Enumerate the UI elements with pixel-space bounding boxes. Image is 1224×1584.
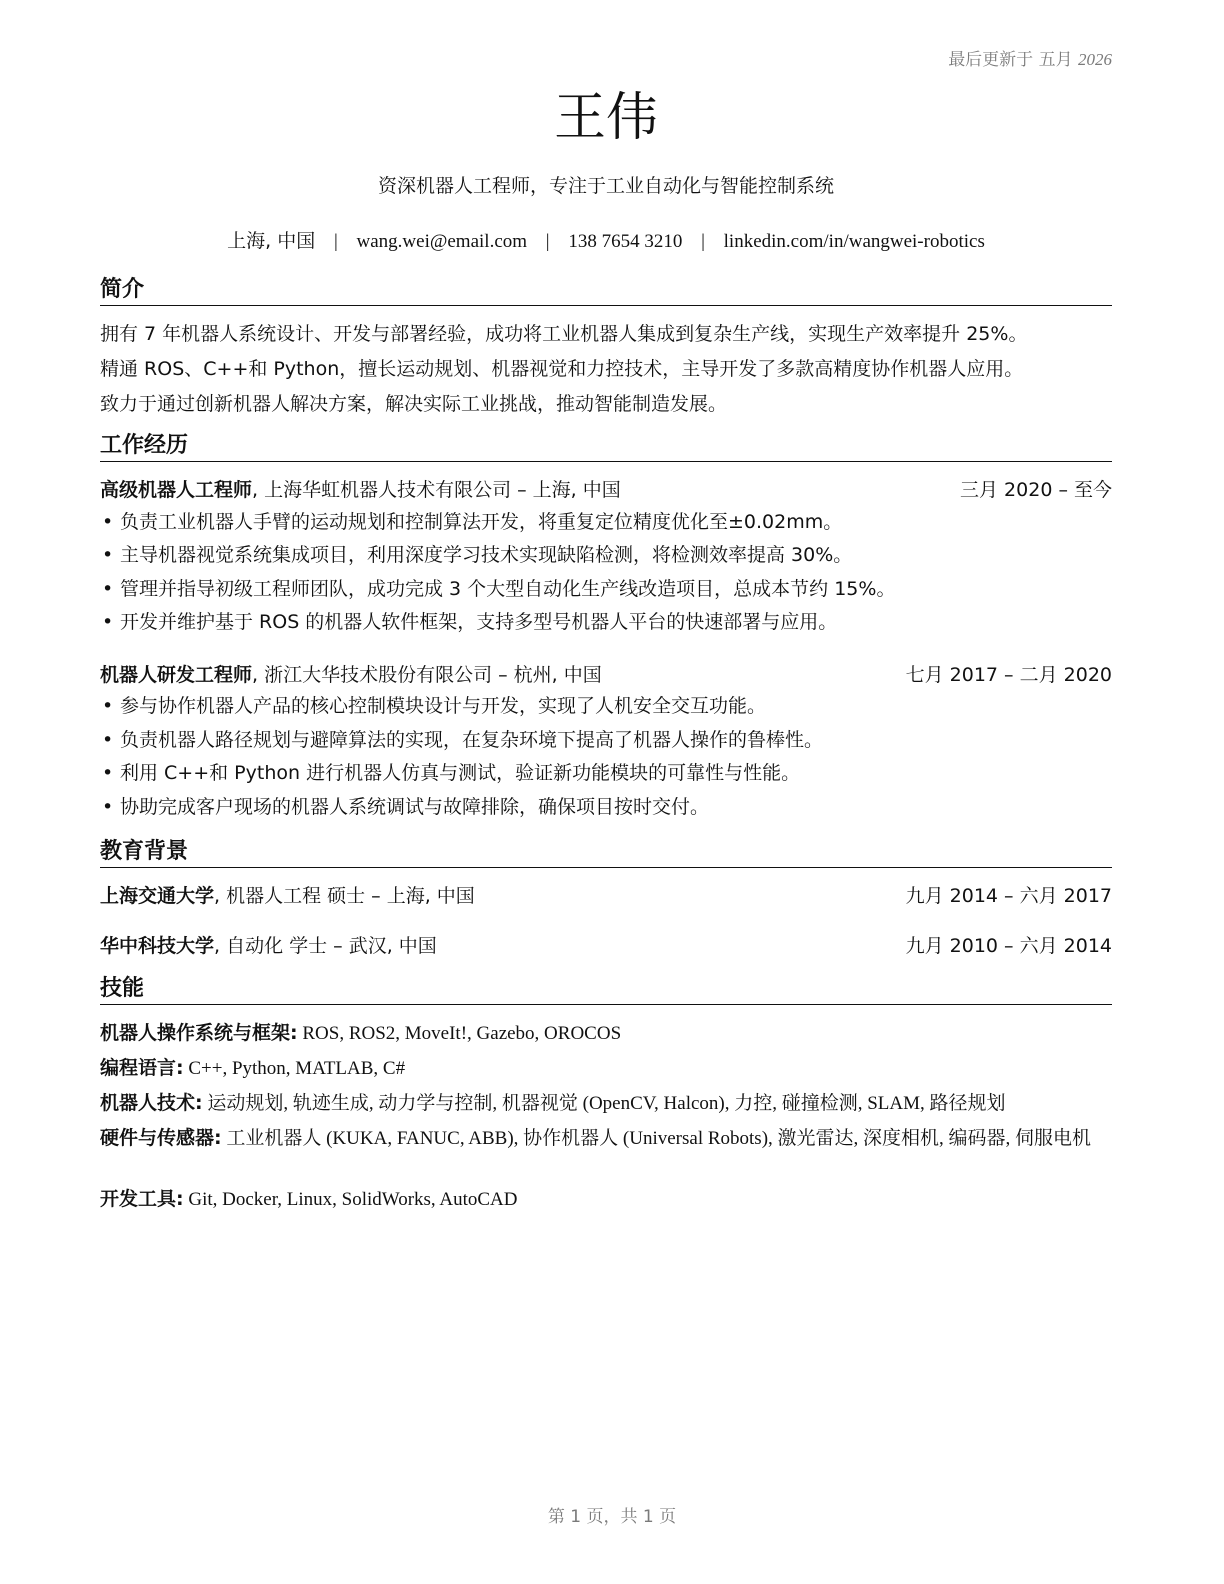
skill-row: [100, 1056, 1112, 1081]
skill-label: 编程语言:: [100, 1057, 184, 1079]
skill-label: 机器人技术:: [100, 1092, 203, 1114]
skill-value: ROS, ROS2, MoveIt!, Gazebo, OROCOS: [297, 1023, 622, 1044]
education-detail: , 机器人工程 硕士 – 上海, 中国: [214, 885, 475, 907]
skill-row: [100, 1187, 1112, 1212]
job-bullet: • 参与协作机器人产品的核心控制模块设计与开发，实现了人机安全交互功能。: [100, 694, 1132, 718]
education-school: 华中科技大学: [100, 935, 215, 957]
job-header: [100, 663, 1112, 688]
contact-email-link[interactable]: wang.wei@email.com: [356, 231, 528, 252]
education-dates: 九月 2014 – 六月 2017: [905, 885, 1112, 907]
job-dates: 三月 2020 – 至今: [960, 479, 1112, 501]
job-bullet: • 协助完成客户现场的机器人系统调试与故障排除，确保项目按时交付。: [100, 795, 1132, 819]
contact-separator: |: [701, 231, 705, 252]
contact-phone: 138 7654 3210: [568, 231, 683, 252]
skill-label: 开发工具:: [100, 1188, 184, 1210]
job-org: , 上海华虹机器人技术有限公司 – 上海, 中国: [252, 479, 621, 501]
last-updated: [948, 45, 1112, 70]
last-updated-year: 2026: [1078, 50, 1112, 69]
summary-line: 精通 ROS、C++和 Python，擅长运动规划、机器视觉和力控技术，主导开发了多款高精度协作机器人应用。: [100, 358, 1024, 380]
job-bullet: • 负责机器人路径规划与避障算法的实现，在复杂环境下提高了机器人操作的鲁棒性。: [100, 728, 1132, 752]
skill-label: 硬件与传感器:: [100, 1127, 222, 1149]
skill-value: C++, Python, MATLAB, C#: [183, 1058, 406, 1079]
section-title-skills: 技能: [100, 975, 1112, 1005]
section-title-experience: 工作经历: [100, 432, 1112, 462]
summary-line: 拥有 7 年机器人系统设计、开发与部署经验，成功将工业机器人集成到复杂生产线，实现生产效率提升 25%。: [100, 323, 1028, 345]
candidate-name: 王伟: [553, 88, 658, 148]
job-org: , 浙江大华技术股份有限公司 – 杭州, 中国: [252, 664, 602, 686]
skill-label: 机器人操作系统与框架:: [100, 1022, 298, 1044]
skill-value: 工业机器人 (KUKA, FANUC, ABB), 协作机器人 (Universal Robots), 激光雷达, 深度相机, 编码器, 伺服电机: [221, 1128, 1092, 1149]
job-bullet: • 负责工业机器人手臂的运动规划和控制算法开发，将重复定位精度优化至±0.02mm。: [100, 510, 1132, 534]
job-role: 高级机器人工程师: [100, 479, 253, 501]
summary-line: 致力于通过创新机器人解决方案，解决实际工业挑战，推动智能制造发展。: [100, 393, 728, 415]
skill-row: [100, 1021, 1112, 1046]
education-detail: , 自动化 学士 – 武汉, 中国: [214, 935, 437, 957]
candidate-headline: 资深机器人工程师，专注于工业自动化与智能控制系统: [377, 175, 834, 197]
contact-separator: |: [333, 231, 338, 252]
contact-separator: |: [545, 231, 550, 252]
job-role: 机器人研发工程师: [100, 664, 253, 686]
education-item: [100, 934, 1112, 959]
skill-row: [100, 1126, 1112, 1151]
education-item: [100, 884, 1112, 909]
contact-linkedin-link[interactable]: linkedin.com/in/wangwei-robotics: [723, 231, 985, 252]
skill-value: Git, Docker, Linux, SolidWorks, AutoCAD: [183, 1189, 518, 1210]
job-bullet: • 利用 C++和 Python 进行机器人仿真与测试，验证新功能模块的可靠性与性能。: [100, 761, 1132, 785]
section-title-education: 教育背景: [100, 838, 1112, 868]
contact-bar: [100, 226, 1112, 253]
page-number: 第 1 页，共 1 页: [547, 1507, 677, 1527]
job-dates: 七月 2017 – 二月 2020: [905, 664, 1112, 686]
contact-location: 上海, 中国: [227, 230, 316, 252]
job-bullet: • 管理并指导初级工程师团队，成功完成 3 个大型自动化生产线改造项目，总成本节约 15%。: [100, 577, 1132, 601]
last-updated-label: 最后更新于 五月: [948, 50, 1073, 70]
job-bullet: • 开发并维护基于 ROS 的机器人软件框架，支持多型号机器人平台的快速部署与应用。: [100, 610, 1132, 634]
education-dates: 九月 2010 – 六月 2014: [905, 935, 1112, 957]
section-title-summary: 简介: [100, 276, 1112, 306]
skill-value: 运动规划, 轨迹生成, 动力学与控制, 机器视觉 (OpenCV, Halcon), 力控, 碰撞检测, SLAM, 路径规划: [202, 1093, 1006, 1114]
job-bullet: • 主导机器视觉系统集成项目，利用深度学习技术实现缺陷检测，将检测效率提高 30%。: [100, 543, 1132, 567]
skill-row: [100, 1091, 1112, 1116]
education-school: 上海交通大学: [100, 885, 215, 907]
job-header: [100, 478, 1112, 503]
